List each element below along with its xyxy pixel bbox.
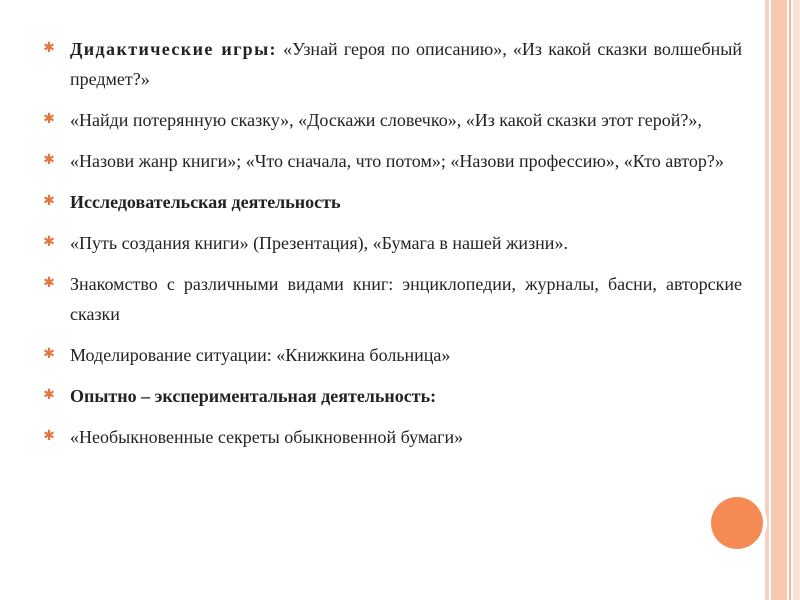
bullet-icon: ✱	[43, 235, 55, 250]
list-item	[42, 269, 742, 329]
border-stripe	[793, 0, 800, 600]
list-item	[42, 105, 742, 135]
list-item	[42, 187, 742, 217]
border-stripe	[765, 0, 769, 600]
border-stripe	[771, 0, 787, 600]
bullet-icon: ✱	[43, 276, 55, 291]
item-heading: Исследовательская деятельность	[70, 192, 341, 212]
decorative-circle-icon	[711, 497, 763, 549]
item-heading: Дидактические игры:	[70, 39, 277, 59]
list-item	[42, 422, 742, 452]
list-item	[42, 228, 742, 258]
item-text: «Назови жанр книги»; «Что сначала, что потом»; «Назови профессию», «Кто автор?»	[70, 151, 724, 171]
item-text: «Узнай героя по описанию», «Из какой сказки волшебный предмет?»	[70, 39, 743, 89]
bullet-icon: ✱	[43, 112, 55, 127]
bullet-icon: ✱	[43, 347, 55, 362]
list-item	[42, 146, 742, 176]
bullet-list	[42, 34, 742, 463]
border-stripe	[789, 0, 791, 600]
item-text: Моделирование ситуации: «Книжкина больница»	[70, 345, 451, 365]
bullet-icon: ✱	[43, 153, 55, 168]
item-text: «Путь создания книги» (Презентация), «Бумага в нашей жизни».	[70, 233, 568, 253]
item-text: «Найди потерянную сказку», «Доскажи словечко», «Из какой сказки этот герой?»,	[70, 110, 702, 130]
list-item	[42, 381, 742, 411]
bullet-icon: ✱	[43, 429, 55, 444]
bullet-icon: ✱	[43, 388, 55, 403]
item-text: Знакомство с различными видами книг: энциклопедии, журналы, басни, авторские сказки	[70, 274, 742, 324]
bullet-icon: ✱	[43, 194, 55, 209]
list-item	[42, 340, 742, 370]
item-heading: Опытно – экспериментальная деятельность:	[70, 386, 437, 406]
item-text: «Необыкновенные секреты обыкновенной бумаги»	[70, 427, 464, 447]
bullet-icon: ✱	[43, 41, 55, 56]
list-item	[42, 34, 742, 94]
